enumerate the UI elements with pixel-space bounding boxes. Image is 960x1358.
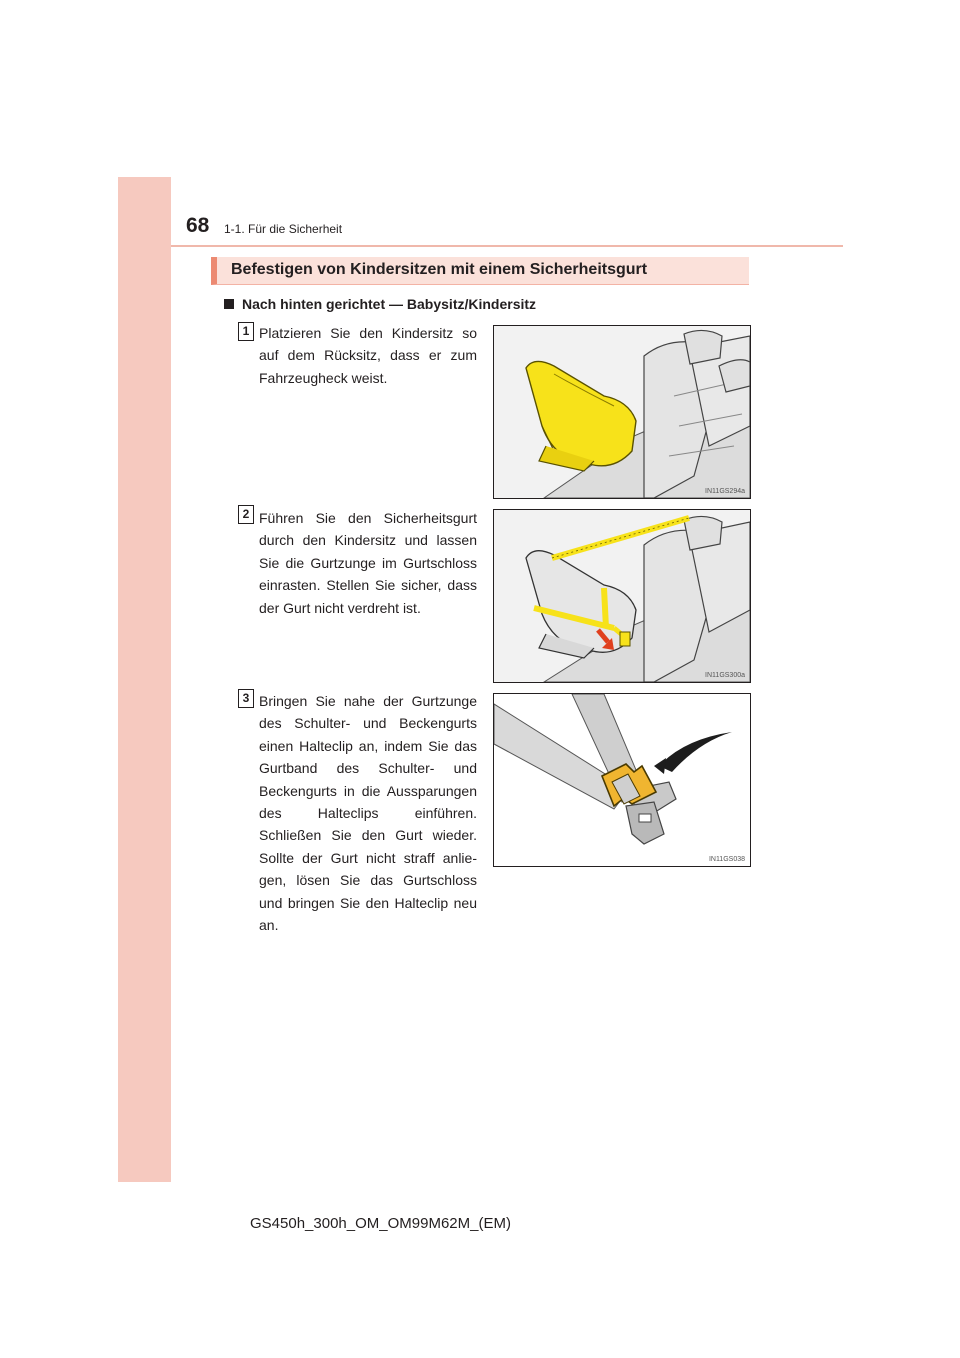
subheading [224, 296, 536, 312]
step-1-text: Platzieren Sie den Kindersitz so auf dem Rücksitz, dass er zum Fahrzeugheck weist. [259, 325, 477, 386]
child-seat-placement-illustration [494, 326, 750, 498]
halteclip-illustration [494, 694, 750, 866]
footer-doc-code: GS450h_300h_OM_OM99M62M_(EM) [250, 1215, 511, 1232]
side-band [118, 177, 171, 1182]
subheading-text: Nach hinten gerichtet — Babysitz/Kindersitz [242, 296, 537, 312]
figure-step-1 [493, 325, 751, 499]
page-number: 68 [186, 214, 210, 237]
figure-code: IN11GS300a [705, 672, 745, 679]
step-3-badge: 3 [238, 689, 254, 708]
step-1-badge: 1 [238, 322, 254, 341]
figure-step-3 [493, 693, 751, 867]
step-3-text: Bringen Sie nahe der Gurtzunge des Schulter- und Beckengurts einen Halteclip an, indem Sie das Gurtband des Schulter- und Beckengurts in die Aussparungen des Halteclips einführen. Schließen Sie den Gurt wieder. Sollte der Gurt nicht straff anliegen, lösen Sie das Gurtschloss und bringen Sie den Halteclip neu an. [259, 693, 477, 934]
section-heading: Befestigen von Kindersitzen mit einem Sicherheitsgurt [231, 261, 648, 278]
header-rule [171, 245, 843, 247]
step-2-badge: 2 [238, 505, 254, 524]
section-heading-box [211, 257, 749, 285]
figure-code: IN11GS038 [708, 856, 745, 863]
section-title: 1-1. Für die Sicherheit [224, 222, 343, 236]
belt-routing-illustration [494, 510, 750, 682]
figure-code: IN11GS294a [705, 488, 745, 495]
step-2-text: Führen Sie den Sicherheitsgurt durch den Kindersitz und lassen Sie die Gurtzunge im Gurtschloss einrasten. Stellen Sie sicher, dass der Gurt nicht verdreht ist. [259, 510, 477, 616]
figure-step-2 [493, 509, 751, 683]
square-bullet-icon [224, 299, 234, 309]
